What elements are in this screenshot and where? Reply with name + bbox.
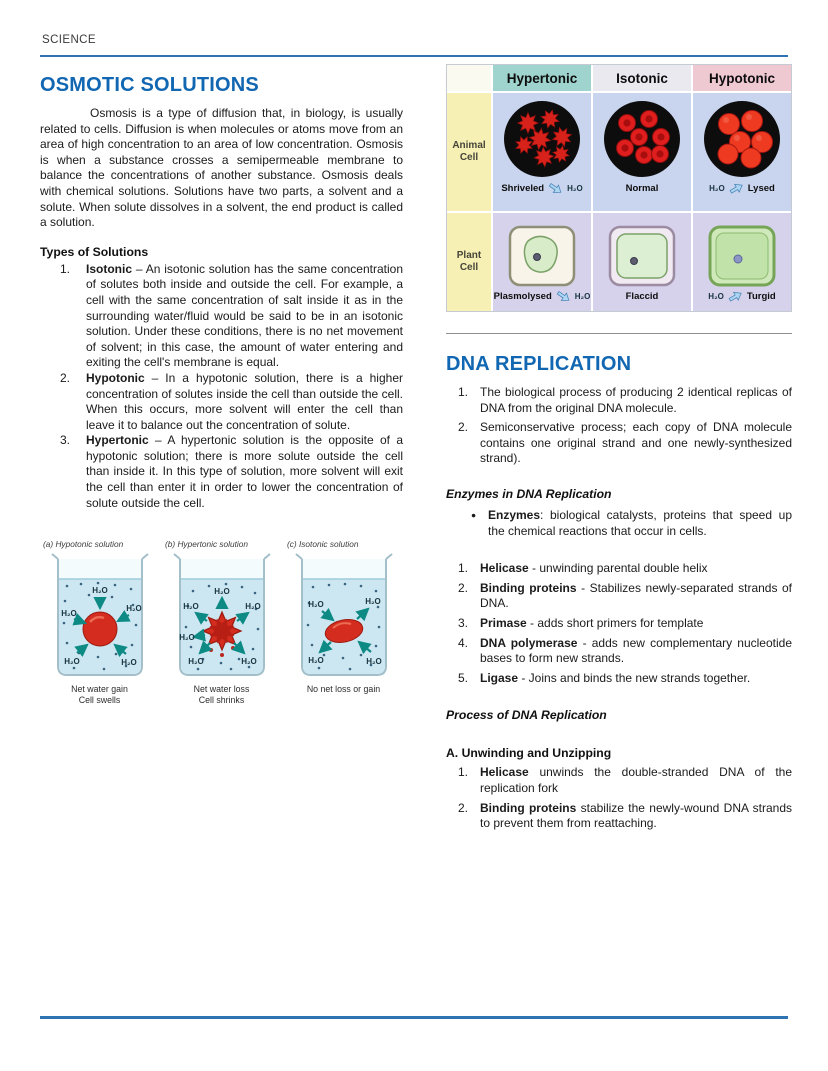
water-out-arrow-icon xyxy=(554,288,573,306)
turgid-plant-cell-drawing xyxy=(706,223,778,289)
item-number: 1. xyxy=(458,385,469,399)
cell-caption-row xyxy=(708,291,775,302)
item-text xyxy=(480,561,792,577)
item-text xyxy=(480,616,792,632)
h2o-label: H₂O xyxy=(574,292,591,301)
cell-caption-row xyxy=(626,291,659,302)
note-line-1: Net water loss xyxy=(193,684,250,695)
note-line-2: Cell shrinks xyxy=(198,695,245,706)
item-body: – An isotonic solution has the same concentration of solutes both inside and outside the cell. For example, a cell with the same concentration of salt inside it as in the surrounding water/fluid would be said to be in an isotonic solution. Under these conditions, there is no net movement of solvent; in this case, the amount of water entering and exiting the cell's membrane is equal. xyxy=(86,261,403,370)
item-body: - Joins and binds the new strands together. xyxy=(518,670,751,685)
panel-notes xyxy=(40,684,159,706)
hypertonic-beaker-drawing xyxy=(163,551,281,681)
water-in-arrow-icon xyxy=(727,180,745,197)
item-number: 2. xyxy=(458,580,469,595)
item-number: 3. xyxy=(458,615,469,630)
item-term: Ligase xyxy=(480,670,519,685)
item-term: Primase xyxy=(480,615,527,630)
osmotic-solutions-title: OSMOTIC SOLUTIONS xyxy=(40,74,259,96)
item-body: unwinds the double-stranded DNA of the replication fork xyxy=(480,765,792,795)
unwinding-heading: A. Unwinding and Unzipping xyxy=(446,746,612,761)
h2o-label: H₂O xyxy=(125,604,142,614)
item-term: Binding proteins xyxy=(480,800,577,815)
water-in-arrow-icon xyxy=(726,288,744,305)
item-number: 1. xyxy=(458,765,469,780)
beaker-panel-isotonic xyxy=(284,539,403,706)
h2o-label: H₂O xyxy=(709,184,725,193)
list-item-ligase xyxy=(458,671,792,687)
enzymes-list xyxy=(458,561,792,686)
list-item-helicase-unwinds xyxy=(458,765,792,796)
tonicity-table-figure xyxy=(446,64,792,312)
panel-caption: (c) Isotonic solution xyxy=(287,539,359,550)
item-body: stabilize the newly-wound DNA strands to prevent them from reattaching. xyxy=(480,800,792,831)
isotonic-beaker-drawing xyxy=(285,551,403,681)
h2o-label: H₂O xyxy=(567,184,583,193)
h2o-label: H₂O xyxy=(63,657,80,667)
item-body: - adds new complementary nucleotide bases to form new strands. xyxy=(480,635,792,666)
item-text xyxy=(86,371,403,433)
animal-isotonic-cell xyxy=(593,93,691,211)
col-header-isotonic: Isotonic xyxy=(593,65,691,91)
item-text xyxy=(480,636,792,667)
item-number: 2. xyxy=(60,370,71,385)
list-item-hypotonic xyxy=(60,371,403,433)
item-number: 5. xyxy=(458,670,469,685)
item-text xyxy=(480,801,792,832)
cell-caption-row xyxy=(709,183,775,194)
h2o-label: H₂O xyxy=(182,602,199,612)
item-number: 2. xyxy=(458,800,469,815)
cell-state-label: Shriveled xyxy=(501,183,545,194)
item-number: 4. xyxy=(458,635,469,650)
unwinding-list xyxy=(458,765,792,831)
cell-state-label: Normal xyxy=(625,183,659,194)
item-term: Helicase xyxy=(480,765,529,780)
plant-hypertonic-cell xyxy=(493,213,591,311)
item-text: Semiconservative process; each copy of DNA molecule contains one original strand and one newly-synthesized strand). xyxy=(480,420,792,466)
plasmolysed-plant-cell-drawing xyxy=(506,223,578,289)
dna-replication-title: DNA REPLICATION xyxy=(446,353,632,375)
table-corner xyxy=(447,65,491,91)
animal-hypertonic-cell xyxy=(493,93,591,211)
footer-rule xyxy=(40,1016,788,1019)
h2o-label: H₂O xyxy=(91,586,108,596)
h2o-label: H₂O xyxy=(120,658,137,668)
water-out-arrow-icon xyxy=(546,180,565,198)
osmosis-intro-paragraph: Osmosis is a type of diffusion that, in biology, is usually related to cells. Diffusion is when molecules or atoms move from an area of high concentration to an area of low concentration. Osmosis is when a substance crosses a semipermeable membrane to balance the concentrations of another substance. Osmosis deals with chemical solutions. Solutions have two parts, a solvent and a solute. When solute dissolves in a solvent, the end product is called a solution. xyxy=(40,106,403,230)
item-number: 3. xyxy=(60,433,71,448)
list-item-helicase xyxy=(458,561,792,577)
item-number: 1. xyxy=(60,261,71,276)
item-body: – A hypertonic solution is the opposite of a hypotonic solution; there is more solute outside the cell than inside it. In this type of solution, more solvent will exit the cell than enter it in order to lower the concentration of solute outside the cell. xyxy=(86,433,403,510)
osmosis-beaker-figure xyxy=(40,539,403,706)
bullet-icon: ● xyxy=(471,509,477,520)
item-body: : biological catalysts, proteins that speed up the chemical reactions that occur in cells. xyxy=(488,507,792,538)
cell-state-label: Plasmolysed xyxy=(493,291,552,302)
cell-caption-row xyxy=(626,183,659,194)
page-header-label: SCIENCE xyxy=(42,34,96,46)
row-header-plant-cell: Plant Cell xyxy=(447,213,491,311)
h2o-label: H₂O xyxy=(60,609,77,619)
h2o-label: H₂O xyxy=(187,657,204,667)
item-number: 1. xyxy=(458,561,469,576)
panel-notes xyxy=(162,684,281,706)
plant-hypotonic-cell xyxy=(693,213,791,311)
col-header-hypotonic: Hypotonic xyxy=(693,65,791,91)
item-term: Binding proteins xyxy=(480,580,577,595)
note-line-1: Net water gain xyxy=(71,684,128,695)
item-text xyxy=(488,508,792,539)
h2o-label: H₂O xyxy=(364,597,381,607)
panel-caption: (b) Hypertonic solution xyxy=(165,539,249,550)
flaccid-plant-cell-drawing xyxy=(606,223,678,289)
note-line-2: Cell swells xyxy=(78,695,121,706)
item-term: Hypertonic xyxy=(86,433,149,448)
item-term: Isotonic xyxy=(86,261,133,276)
process-heading: Process of DNA Replication xyxy=(446,708,607,723)
h2o-label: H₂O xyxy=(365,657,382,667)
normal-rbc-drawing xyxy=(600,97,684,181)
col-header-hypertonic: Hypertonic xyxy=(493,65,591,91)
item-term: DNA polymerase xyxy=(480,635,578,650)
item-term: Hypotonic xyxy=(86,370,145,385)
section-divider xyxy=(446,333,792,334)
cell-caption-row xyxy=(501,183,582,194)
item-term: Helicase xyxy=(480,561,529,576)
item-number: 2. xyxy=(458,420,469,435)
cell-state-label: Lysed xyxy=(747,183,775,194)
note-line-1: No net loss or gain xyxy=(306,684,381,695)
item-text xyxy=(86,433,403,511)
list-item-binding-proteins xyxy=(458,581,792,612)
h2o-label: H₂O xyxy=(307,656,324,666)
list-item-dna-polymerase xyxy=(458,636,792,667)
item-body: – In a hypotonic solution, there is a higher concentration of solutes inside the cell than outside the cell. When this occurs, more solvent will enter the cell than leave it to balance out the concentration of solute. xyxy=(86,370,403,432)
h2o-label: H₂O xyxy=(213,587,230,597)
types-of-solutions-heading: Types of Solutions xyxy=(40,244,149,259)
list-item-primase xyxy=(458,616,792,632)
item-body: - Stabilizes newly-separated strands of DNA. xyxy=(480,580,793,611)
lysed-rbc-drawing xyxy=(700,97,784,181)
list-item xyxy=(458,385,792,416)
h2o-label: H₂O xyxy=(178,633,195,643)
shriveled-rbc-drawing xyxy=(500,97,584,181)
beaker-panel-hypertonic xyxy=(162,539,281,706)
animal-hypotonic-cell xyxy=(693,93,791,211)
h2o-label: H₂O xyxy=(244,602,261,612)
item-term: Enzymes xyxy=(488,507,541,522)
panel-caption: (a) Hypotonic solution xyxy=(43,539,124,550)
cell-state-label: Turgid xyxy=(746,291,776,302)
h2o-label: H₂O xyxy=(708,292,724,301)
hypotonic-beaker-drawing xyxy=(41,551,159,681)
left-column xyxy=(40,74,403,706)
enzymes-heading: Enzymes in DNA Replication xyxy=(446,486,612,501)
beaker-panel-hypotonic xyxy=(40,539,159,706)
item-body: - unwinding parental double helix xyxy=(528,561,708,576)
list-item-hypertonic xyxy=(60,433,403,511)
h2o-label: H₂O xyxy=(307,600,324,610)
item-text: The biological process of producing 2 identical replicas of DNA from the original DNA molecule. xyxy=(480,385,792,415)
header-rule xyxy=(40,55,788,57)
dna-points-list xyxy=(458,385,792,467)
list-item xyxy=(458,420,792,467)
panel-notes xyxy=(284,684,403,695)
list-item-isotonic xyxy=(60,262,403,371)
list-item-binding-proteins-stabilize xyxy=(458,801,792,832)
item-text xyxy=(480,671,792,687)
cell-state-label: Flaccid xyxy=(625,291,659,302)
h2o-label: H₂O xyxy=(240,657,257,667)
item-text xyxy=(86,262,403,371)
plant-isotonic-cell xyxy=(593,213,691,311)
row-header-animal-cell: Animal Cell xyxy=(447,93,491,211)
solution-types-list xyxy=(60,262,403,512)
item-body: - adds short primers for template xyxy=(526,615,704,630)
item-text xyxy=(480,765,792,796)
enzymes-bullet-item xyxy=(471,508,792,539)
item-text xyxy=(480,581,792,612)
cell-caption-row xyxy=(494,291,591,302)
right-column xyxy=(446,64,792,836)
